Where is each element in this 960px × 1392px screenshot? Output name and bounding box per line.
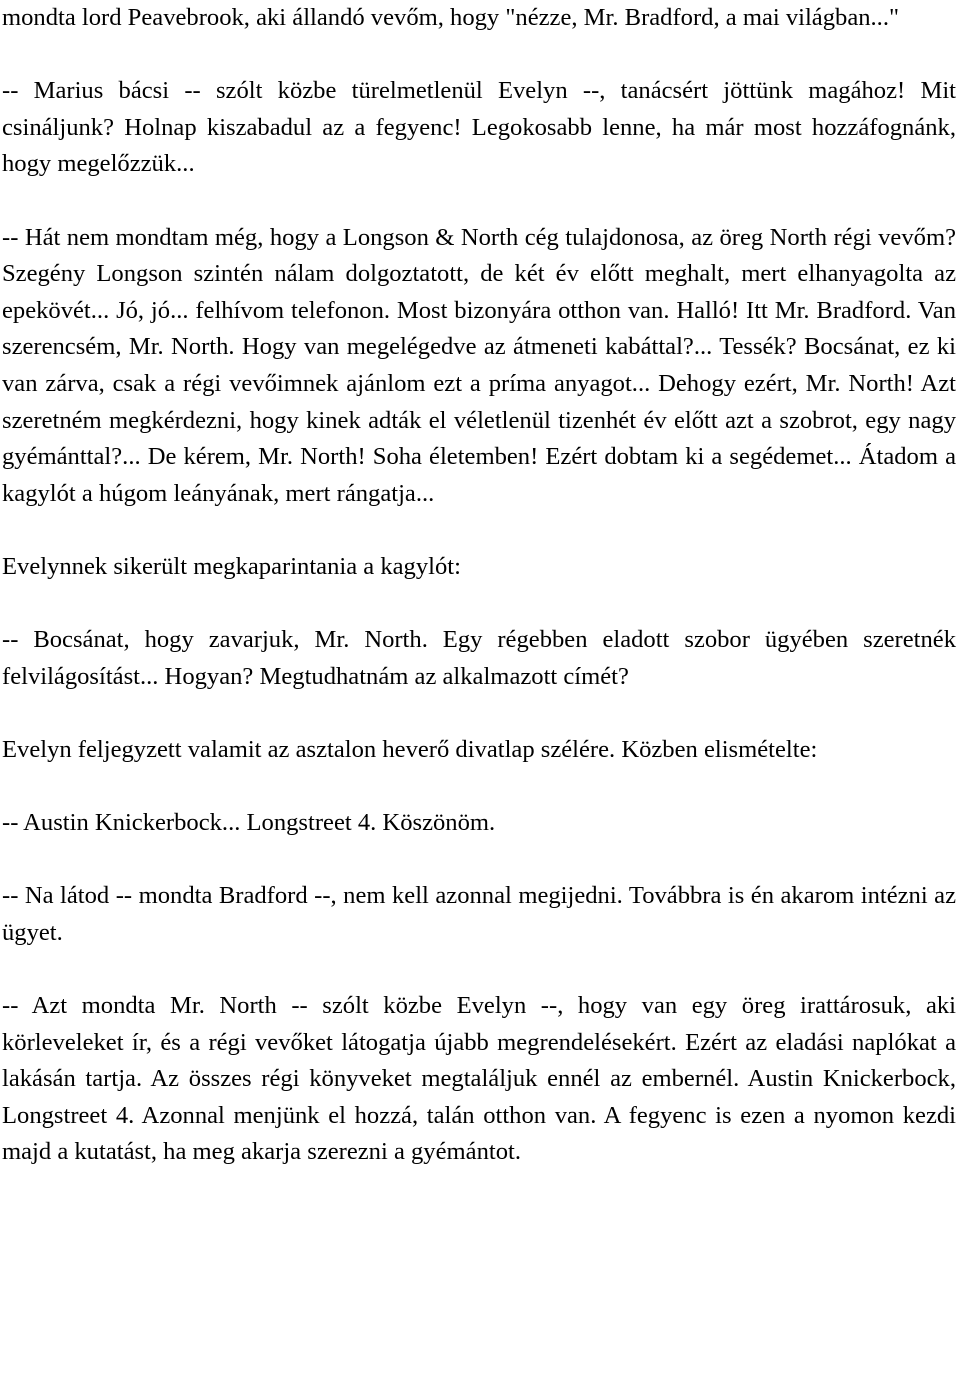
- paragraph-9: -- Azt mondta Mr. North -- szólt közbe Evelyn --, hogy van egy öreg irattárosuk, aki körleveleket ír, és a régi vevőket látogatja újabb megrendelésekért. Ezért az eladási naplókat a lakásán tartja. Az összes régi könyveket megtaláljuk ennél az embernél. Austin Knickerbock, Longstreet 4. Azonnal menjünk el hozzá, talán otthon van. A fegyenc is ezen a nyomon kezdi majd a kutatást, ha meg akarja szerezni a gyémántot.: [2, 992, 956, 1166]
- paragraph-3: -- Hát nem mondtam még, hogy a Longson & North cég tulajdonosa, az öreg North régi vevőm? Szegény Longson szintén nálam dolgoztatott, de két év előtt meghalt, mert elhanyagolta az epekövét... Jó, jó... felhívom telefonon. Most bizonyára otthon van. Halló! Itt Mr. Bradford. Van szerencsém, Mr. North. Hogy van megelégedve az átmeneti kabáttal?... Tessék? Bocsánat, ez ki van zárva, csak a régi vevőimnek ajánlom ezt a príma anyagot... Dehogy ezért, Mr. North! Azt szeretném megkérdezni, hogy kinek adták el véletlenül tizenhét év előtt azt a szobrot, egy nagy gyémánttal?... De kérem, Mr. North! Soha életemben! Ezért dobtam ki a segédemet... Átadom a kagylót a húgom leányának, mert rángatja...: [2, 223, 956, 507]
- paragraph-7: -- Austin Knickerbock... Longstreet 4. Köszönöm.: [2, 809, 496, 837]
- paragraph-2: -- Marius bácsi -- szólt közbe türelmetlenül Evelyn --, tanácsért jöttünk magához! Mit csináljunk? Holnap kiszabadul az a fegyenc! Legokosabb lenne, ha már most hozzáfognánk, hogy megelőzzük...: [2, 77, 956, 178]
- paragraph-8: -- Na látod -- mondta Bradford --, nem kell azonnal megijedni. Továbbra is én akarom intézni az ügyet.: [2, 882, 956, 946]
- paragraph-4: Evelynnek sikerült megkaparintania a kagylót:: [2, 552, 461, 580]
- paragraph-6: Evelyn feljegyzett valamit az asztalon heverő divatlap szélére. Közben elismételte:: [2, 735, 818, 763]
- paragraph-1: mondta lord Peavebrook, aki állandó vevőm, hogy "nézze, Mr. Bradford, a mai világban...": [2, 4, 900, 31]
- paragraph-5: -- Bocsánat, hogy zavarjuk, Mr. North. Egy régebben eladott szobor ügyében szeretnék felvilágosítást... Hogyan? Megtudhatnám az alkalmazott címét?: [2, 626, 956, 690]
